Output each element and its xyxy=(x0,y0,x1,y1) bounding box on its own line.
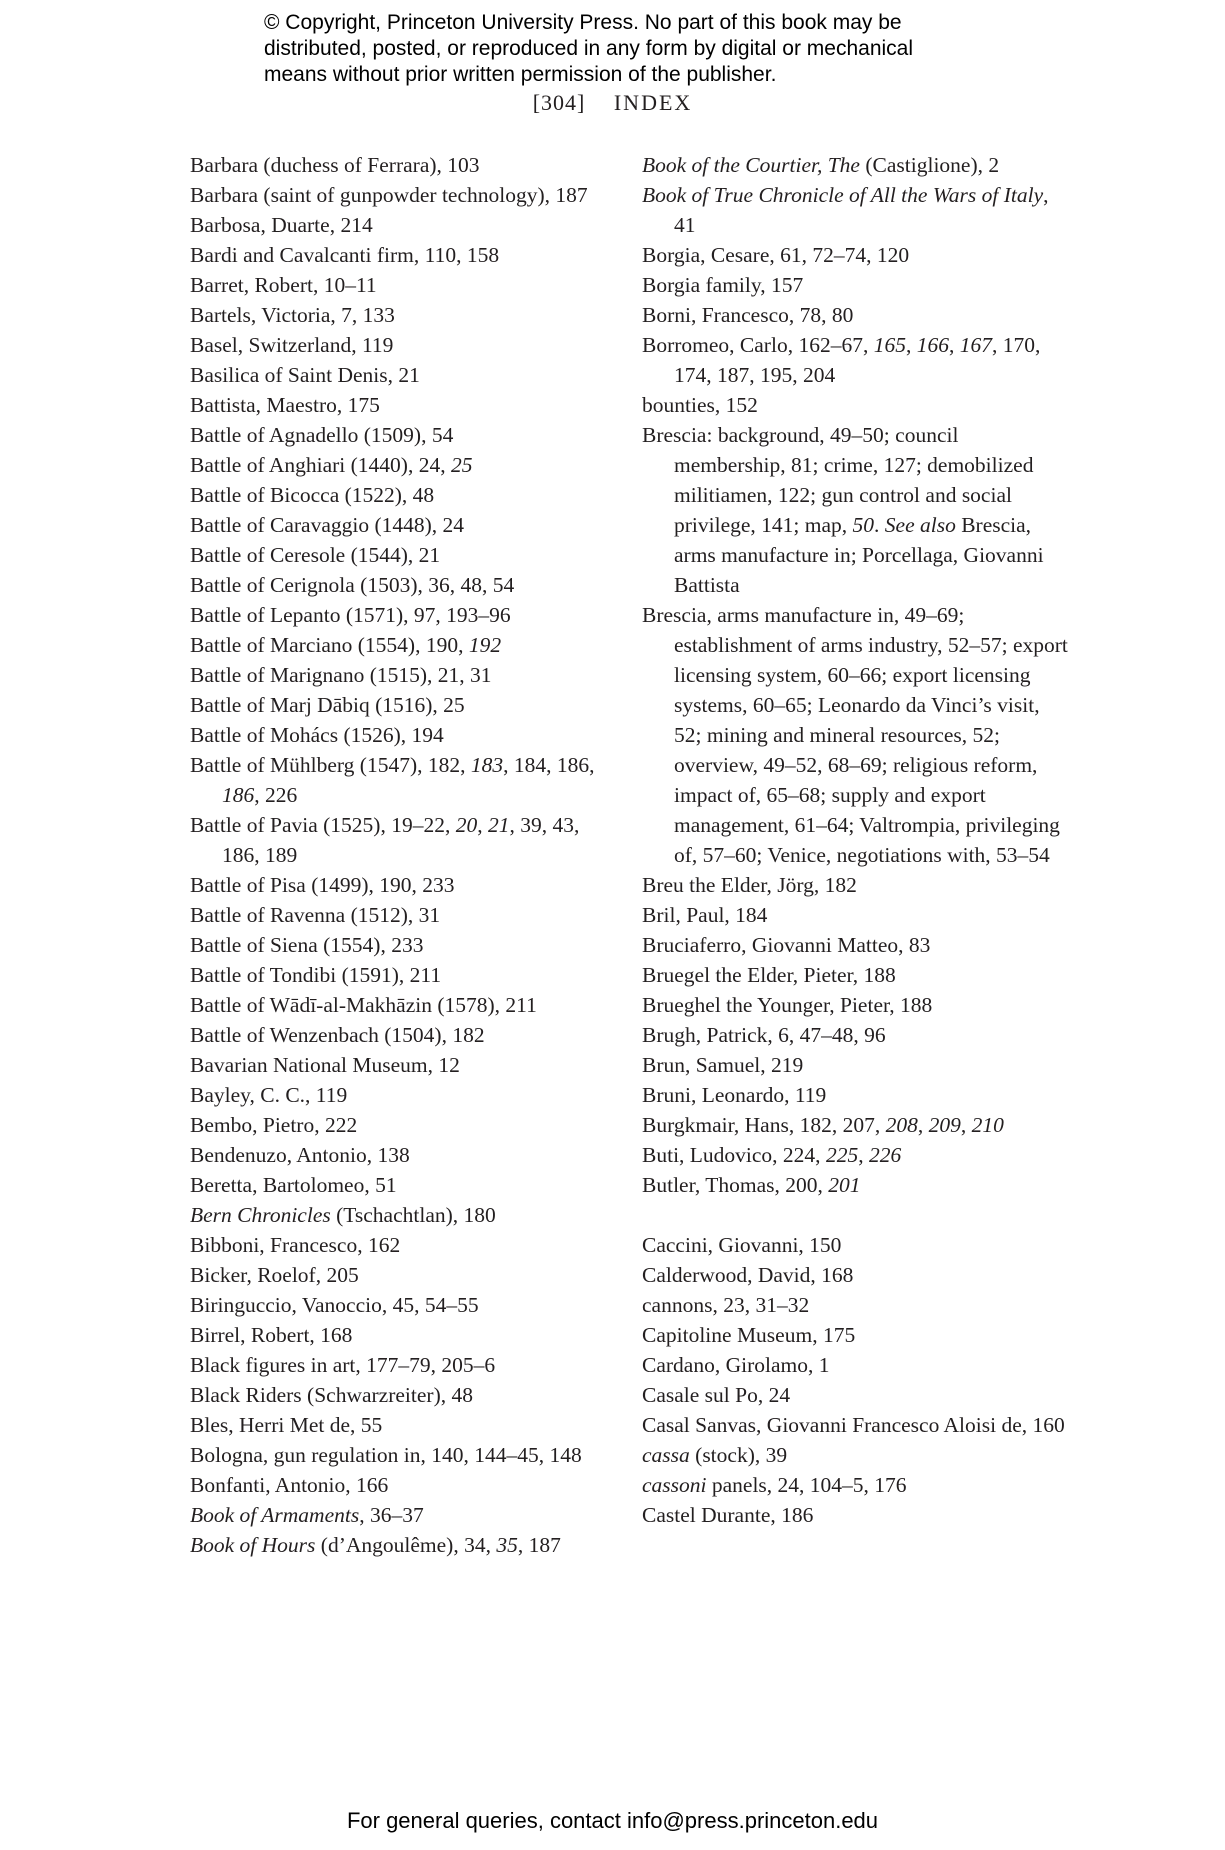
index-entry-italic: 166 xyxy=(916,333,949,357)
index-entry-text: , 36–37 xyxy=(359,1503,424,1527)
copyright-line: distributed, posted, or reproduced in any form by digital or mechanical xyxy=(264,37,914,60)
index-entry-text: Birrel, Robert, 168 xyxy=(190,1323,353,1347)
index-entry-text: Black figures in art, 177–79, 205–6 xyxy=(190,1353,496,1377)
index-entry xyxy=(642,270,1072,300)
index-entry xyxy=(190,390,610,420)
index-entry-text: Barbara (duchess of Ferrara), 103 xyxy=(190,153,480,177)
index-entry xyxy=(642,390,1072,420)
index-entry-text: Bibboni, Francesco, 162 xyxy=(190,1233,401,1257)
index-entry-text: Battle of Mohács (1526), 194 xyxy=(190,723,444,747)
page-number: [304] xyxy=(532,90,586,115)
index-entry-text: , xyxy=(477,813,488,837)
index-entry-text: , 170, 174, 187, 195, 204 xyxy=(674,333,1041,387)
index-entry xyxy=(190,1080,610,1110)
running-head xyxy=(0,90,1225,116)
index-column-right xyxy=(642,150,1072,1530)
index-entry xyxy=(190,690,610,720)
index-entry xyxy=(190,180,610,210)
index-entry-italic: cassa xyxy=(642,1443,690,1467)
index-entry-text: Bologna, gun regulation in, 140, 144–45, 148 xyxy=(190,1443,582,1467)
index-entry xyxy=(642,1410,1072,1440)
index-entry-text: , 184, 186, xyxy=(503,753,595,777)
index-entry-text: (Castiglione), 2 xyxy=(859,153,1000,177)
index-entry xyxy=(190,450,610,480)
index-entry xyxy=(190,510,610,540)
index-entry-italic: 167 xyxy=(959,333,992,357)
index-entry-text: Bavarian National Museum, 12 xyxy=(190,1053,460,1077)
index-entry-text: Brugh, Patrick, 6, 47–48, 96 xyxy=(642,1023,886,1047)
index-entry xyxy=(190,900,610,930)
index-entry-text: Battle of Wenzenbach (1504), 182 xyxy=(190,1023,485,1047)
index-entry-italic: 201 xyxy=(828,1173,861,1197)
index-entry-text: Battle of Lepanto (1571), 97, 193–96 xyxy=(190,603,511,627)
index-entry-italic: 226 xyxy=(868,1143,902,1167)
index-entry-italic: 210 xyxy=(971,1113,1004,1137)
index-entry xyxy=(190,1440,610,1470)
copyright-line: © Copyright, Princeton University Press. No part of this book may be xyxy=(264,11,902,34)
index-entry-text: Brun, Samuel, 219 xyxy=(642,1053,804,1077)
index-entry-text: bounties, 152 xyxy=(642,393,758,417)
index-entry xyxy=(190,1140,610,1170)
index-entry xyxy=(642,930,1072,960)
index-entry-italic: 186 xyxy=(222,783,255,807)
index-entry xyxy=(642,870,1072,900)
index-entry-text: Bartels, Victoria, 7, 133 xyxy=(190,303,395,327)
index-entry-italic: Book of Hours xyxy=(190,1533,316,1557)
index-entry xyxy=(190,1470,610,1500)
index-entry xyxy=(190,1500,610,1530)
index-entry xyxy=(190,600,610,630)
index-entry-text: Biringuccio, Vanoccio, 45, 54–55 xyxy=(190,1293,479,1317)
index-entry-text: Battle of Siena (1554), 233 xyxy=(190,933,424,957)
index-entry xyxy=(642,1170,1072,1200)
index-entry xyxy=(642,330,1072,390)
index-entry-text: Calderwood, David, 168 xyxy=(642,1263,854,1287)
index-entry-text: , 39, 43, 186, 189 xyxy=(222,813,580,867)
index-entry-text: , xyxy=(858,1143,869,1167)
index-entry-text: Bembo, Pietro, 222 xyxy=(190,1113,358,1137)
index-entry-text: Brueghel the Younger, Pieter, 188 xyxy=(642,993,933,1017)
index-entry xyxy=(190,930,610,960)
index-entry-italic: 20 xyxy=(455,813,478,837)
index-entry-text: , xyxy=(917,1113,929,1137)
index-entry xyxy=(190,870,610,900)
index-entry xyxy=(190,1410,610,1440)
index-entry-text: , 226 xyxy=(254,783,298,807)
index-entry-italic: 192 xyxy=(468,633,502,657)
index-entry-text: Burgkmair, Hans, 182, 207, xyxy=(642,1113,886,1137)
index-entry-text: Bruciaferro, Giovanni Matteo, 83 xyxy=(642,933,931,957)
index-entry xyxy=(190,540,610,570)
index-entry-text: Bayley, C. C., 119 xyxy=(190,1083,348,1107)
index-entry-text: . xyxy=(874,513,885,537)
index-entry-text: Bendenuzo, Antonio, 138 xyxy=(190,1143,410,1167)
index-entry xyxy=(642,960,1072,990)
index-entry xyxy=(190,420,610,450)
index-entry xyxy=(642,1290,1072,1320)
index-entry xyxy=(642,420,1072,600)
index-entry xyxy=(190,990,610,1020)
index-entry-text: Battle of Ceresole (1544), 21 xyxy=(190,543,441,567)
index-entry-text: , xyxy=(948,333,960,357)
index-entry-text: Battle of Marignano (1515), 21, 31 xyxy=(190,663,492,687)
index-entry-text: Bardi and Cavalcanti firm, 110, 158 xyxy=(190,243,500,267)
index-entry-italic: See also xyxy=(884,513,956,537)
index-entry xyxy=(190,360,610,390)
index-entry xyxy=(642,300,1072,330)
index-entry-italic: 225 xyxy=(825,1143,859,1167)
index-entry-text: Battle of Caravaggio (1448), 24 xyxy=(190,513,465,537)
index-entry-text: Basel, Switzerland, 119 xyxy=(190,333,394,357)
index-entry-text: Battista, Maestro, 175 xyxy=(190,393,380,417)
index-entry xyxy=(190,330,610,360)
index-entry xyxy=(642,1140,1072,1170)
index-entry xyxy=(642,1080,1072,1110)
index-entry-italic: 183 xyxy=(470,753,504,777)
index-entry-text: Barbosa, Duarte, 214 xyxy=(190,213,373,237)
index-entry-text: Battle of Tondibi (1591), 211 xyxy=(190,963,442,987)
index-entry xyxy=(642,1230,1072,1260)
index-entry xyxy=(642,1050,1072,1080)
index-entry-text: Battle of Marj Dābiq (1516), 25 xyxy=(190,693,465,717)
index-entry xyxy=(642,1470,1072,1500)
index-entry xyxy=(190,240,610,270)
index-entry xyxy=(190,660,610,690)
index-entry xyxy=(190,480,610,510)
index-entry-text: Casale sul Po, 24 xyxy=(642,1383,791,1407)
index-entry-italic: 21 xyxy=(487,813,510,837)
index-entry xyxy=(190,1020,610,1050)
index-entry-italic: cassoni xyxy=(642,1473,707,1497)
index-entry xyxy=(642,600,1072,870)
index-entry xyxy=(190,1170,610,1200)
index-entry xyxy=(642,240,1072,270)
index-entry xyxy=(642,1350,1072,1380)
index-entry-italic: Bern Chronicles xyxy=(190,1203,331,1227)
index-entry-text: Barbara (saint of gunpowder technology), 187 xyxy=(190,183,588,207)
copyright-notice xyxy=(264,10,1024,88)
index-entry xyxy=(190,1050,610,1080)
index-entry xyxy=(642,150,1072,180)
index-entry-italic: 25 xyxy=(450,453,473,477)
index-entry xyxy=(190,1350,610,1380)
index-entry xyxy=(642,1260,1072,1290)
index-entry-text: panels, 24, 104–5, 176 xyxy=(706,1473,907,1497)
copyright-line: means without prior written permission of the publisher. xyxy=(264,63,777,86)
index-entry-text: Battle of Marciano (1554), 190, xyxy=(190,633,469,657)
index-entry-text: Beretta, Bartolomeo, 51 xyxy=(190,1173,397,1197)
index-entry xyxy=(642,180,1072,240)
index-entry xyxy=(190,1380,610,1410)
index-column-left xyxy=(190,150,610,1560)
index-entry-text: Bruni, Leonardo, 119 xyxy=(642,1083,827,1107)
index-entry xyxy=(642,1380,1072,1410)
index-entry-text: Battle of Anghiari (1440), 24, xyxy=(190,453,451,477)
index-entry xyxy=(190,570,610,600)
index-entry-text: Casal Sanvas, Giovanni Francesco Aloisi de, 160 xyxy=(642,1413,1065,1437)
section-title: INDEX xyxy=(613,90,693,115)
index-entry-text: Battle of Pisa (1499), 190, 233 xyxy=(190,873,455,897)
index-entry-text: , 187 xyxy=(517,1533,561,1557)
index-entry xyxy=(190,1110,610,1140)
index-entry-text: Bles, Herri Met de, 55 xyxy=(190,1413,383,1437)
index-entry-text: Battle of Bicocca (1522), 48 xyxy=(190,483,435,507)
index-entry-text: Borromeo, Carlo, 162–67, xyxy=(642,333,874,357)
index-entry-text: Borgia, Cesare, 61, 72–74, 120 xyxy=(642,243,910,267)
index-entry-text: Castel Durante, 186 xyxy=(642,1503,814,1527)
index-entry-text: Brescia, arms manufacture in, 49–69; establishment of arms industry, 52–57; export licensing system, 60–66; export licensing systems, 60–65; Leonardo da Vinci’s visit, 52; mining and mineral resources, 52; overview, 49–52, 68–69; religious reform, impact of, 65–68; supply and export management, 61–64; Valtrompia, privileging of, 57–60; Venice, negotiations with, 53–54 xyxy=(642,603,1068,867)
index-entry xyxy=(190,720,610,750)
index-entry-text: , xyxy=(960,1113,972,1137)
index-entry-text: Borgia family, 157 xyxy=(642,273,804,297)
index-entry-text: (Tschachtlan), 180 xyxy=(330,1203,496,1227)
index-entry-text: Black Riders (Schwarzreiter), 48 xyxy=(190,1383,473,1407)
index-entry-text: Brescia: background, 49–50; council membership, 81; crime, 127; demobilized militiamen, 122; gun control and social privilege, 141; map, xyxy=(642,423,1034,537)
index-entry-italic: 50 xyxy=(852,513,875,537)
index-entry-text: Buti, Ludovico, 224, xyxy=(642,1143,826,1167)
index-entry xyxy=(642,1500,1072,1530)
index-entry xyxy=(642,900,1072,930)
index-entry-text: Basilica of Saint Denis, 21 xyxy=(190,363,420,387)
index-entry xyxy=(190,630,610,660)
index-entry xyxy=(190,960,610,990)
index-entry xyxy=(190,210,610,240)
index-entry-text: (d’Angoulême), 34, xyxy=(315,1533,497,1557)
index-entry-italic: 208 xyxy=(885,1113,918,1137)
index-entry-text: Borni, Francesco, 78, 80 xyxy=(642,303,854,327)
index-entry xyxy=(642,1320,1072,1350)
index-entry xyxy=(642,1110,1072,1140)
index-entry xyxy=(190,300,610,330)
index-entry-text: , xyxy=(905,333,917,357)
index-entry-text: Capitoline Museum, 175 xyxy=(642,1323,856,1347)
index-entry-text: Battle of Agnadello (1509), 54 xyxy=(190,423,454,447)
index-entry-text: Battle of Cerignola (1503), 36, 48, 54 xyxy=(190,573,515,597)
index-entry xyxy=(642,1020,1072,1050)
index-entry-text: Barret, Robert, 10–11 xyxy=(190,273,377,297)
index-entry-text: Battle of Pavia (1525), 19–22, xyxy=(190,813,456,837)
index-entry xyxy=(190,1530,610,1560)
index-entry-text: Brescia, arms manufacture in; Porcellaga, Giovanni Battista xyxy=(674,513,1044,597)
index-entry-text: Battle of Ravenna (1512), 31 xyxy=(190,903,441,927)
index-entry-text: Bril, Paul, 184 xyxy=(642,903,768,927)
footer-contact: For general queries, contact info@press.princeton.edu xyxy=(346,1808,879,1833)
index-entry-italic: Book of Armaments xyxy=(190,1503,360,1527)
index-entry-text: cannons, 23, 31–32 xyxy=(642,1293,810,1317)
index-entry-italic: 165 xyxy=(873,333,906,357)
index-entry-text: Bonfanti, Antonio, 166 xyxy=(190,1473,389,1497)
index-entry-italic: Book of the Courtier, The xyxy=(642,153,860,177)
index-entry-italic: 35 xyxy=(496,1533,518,1557)
index-entry xyxy=(190,1320,610,1350)
index-entry xyxy=(190,270,610,300)
index-entry-text: Cardano, Girolamo, 1 xyxy=(642,1353,830,1377)
index-entry-italic: 209 xyxy=(928,1113,961,1137)
index-entry xyxy=(642,1440,1072,1470)
index-entry-italic: Book of True Chronicle of All the Wars of Italy xyxy=(642,183,1044,207)
index-entry-text: Caccini, Giovanni, 150 xyxy=(642,1233,842,1257)
index-entry-text: Bicker, Roelof, 205 xyxy=(190,1263,359,1287)
index-entry-text: Battle of Mühlberg (1547), 182, xyxy=(190,753,471,777)
index-entry xyxy=(190,1200,610,1230)
index-entry xyxy=(190,150,610,180)
index-entry xyxy=(190,750,610,810)
index-entry xyxy=(190,1230,610,1260)
index-entry-text: , 41 xyxy=(674,183,1049,237)
index-entry-text: Butler, Thomas, 200, xyxy=(642,1173,829,1197)
index-entry-text: Bruegel the Elder, Pieter, 188 xyxy=(642,963,896,987)
index-entry-text: Battle of Wādī-al-Makhāzin (1578), 211 xyxy=(190,993,537,1017)
index-entry xyxy=(190,1260,610,1290)
index-entry-text: Breu the Elder, Jörg, 182 xyxy=(642,873,857,897)
index-entry xyxy=(642,990,1072,1020)
index-entry xyxy=(190,810,610,870)
index-entry xyxy=(190,1290,610,1320)
index-entry-text: (stock), 39 xyxy=(689,1443,788,1467)
